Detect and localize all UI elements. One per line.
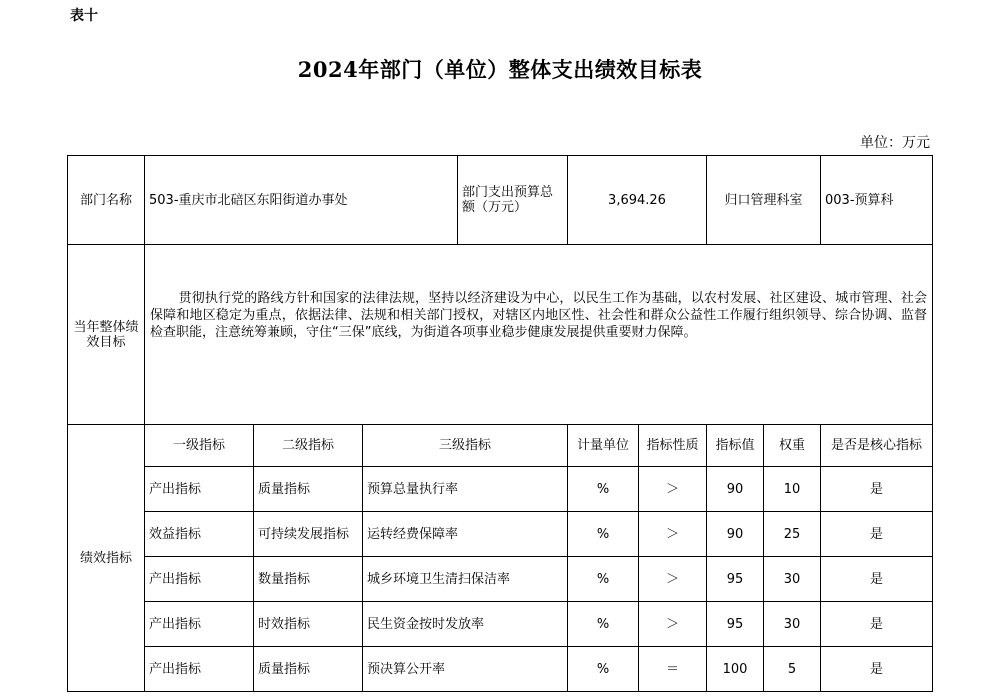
nature-cell: ＞ <box>639 602 707 647</box>
level1-cell: 产出指标 <box>145 647 254 692</box>
performance-target-table <box>67 155 933 692</box>
dept-name-label: 部门名称 <box>68 156 145 245</box>
core-cell: 是 <box>821 467 933 512</box>
weight-cell: 30 <box>764 602 821 647</box>
level3-cell: 运转经费保障率 <box>363 512 568 557</box>
nature-cell: ＞ <box>639 557 707 602</box>
indicators-label: 绩效指标 <box>68 425 145 692</box>
header-level2: 二级指标 <box>254 425 363 467</box>
core-cell: 是 <box>821 602 933 647</box>
level3-cell: 城乡环境卫生清扫保洁率 <box>363 557 568 602</box>
core-cell: 是 <box>821 557 933 602</box>
level2-cell: 时效指标 <box>254 602 363 647</box>
value-cell: 95 <box>707 557 764 602</box>
budget-total-label: 部门支出预算总额（万元） <box>458 156 568 245</box>
core-cell: 是 <box>821 647 933 692</box>
header-nature: 指标性质 <box>639 425 707 467</box>
unit-cell: % <box>568 647 639 692</box>
header-level1: 一级指标 <box>145 425 254 467</box>
unit-label: 单位：万元 <box>860 135 930 151</box>
header-value: 指标值 <box>707 425 764 467</box>
indicator-header-row <box>68 425 933 467</box>
weight-cell: 5 <box>764 647 821 692</box>
unit-cell: % <box>568 557 639 602</box>
goal-label: 当年整体绩效目标 <box>68 245 145 425</box>
level1-cell: 产出指标 <box>145 467 254 512</box>
header-unit: 计量单位 <box>568 425 639 467</box>
dept-name-value: 503-重庆市北碚区东阳街道办事处 <box>145 156 458 245</box>
table-number-label: 表十 <box>70 8 98 24</box>
weight-cell: 25 <box>764 512 821 557</box>
mgmt-office-value: 003-预算科 <box>821 156 933 245</box>
value-cell: 90 <box>707 467 764 512</box>
nature-cell: ＞ <box>639 467 707 512</box>
table-row <box>68 467 933 512</box>
header-weight: 权重 <box>764 425 821 467</box>
nature-cell: ＞ <box>639 512 707 557</box>
goal-row <box>68 245 933 425</box>
page-title: 2024年部门（单位）整体支出绩效目标表 <box>297 57 703 82</box>
level2-cell: 质量指标 <box>254 647 363 692</box>
dept-info-row <box>68 156 933 245</box>
budget-total-value: 3,694.26 <box>568 156 707 245</box>
level1-cell: 效益指标 <box>145 512 254 557</box>
value-cell: 90 <box>707 512 764 557</box>
level1-cell: 产出指标 <box>145 602 254 647</box>
level3-cell: 民生资金按时发放率 <box>363 602 568 647</box>
table-row <box>68 647 933 692</box>
unit-cell: % <box>568 602 639 647</box>
nature-cell: ＝ <box>639 647 707 692</box>
core-cell: 是 <box>821 512 933 557</box>
header-level3: 三级指标 <box>363 425 568 467</box>
table-row <box>68 512 933 557</box>
level2-cell: 可持续发展指标 <box>254 512 363 557</box>
unit-cell: % <box>568 512 639 557</box>
value-cell: 95 <box>707 602 764 647</box>
level3-cell: 预算总量执行率 <box>363 467 568 512</box>
table-row <box>68 602 933 647</box>
unit-cell: % <box>568 467 639 512</box>
value-cell: 100 <box>707 647 764 692</box>
level2-cell: 质量指标 <box>254 467 363 512</box>
level3-cell: 预决算公开率 <box>363 647 568 692</box>
table-row <box>68 557 933 602</box>
level2-cell: 数量指标 <box>254 557 363 602</box>
mgmt-office-label: 归口管理科室 <box>707 156 821 245</box>
header-core: 是否是核心指标 <box>821 425 933 467</box>
goal-text: 贯彻执行党的路线方针和国家的法律法规，坚持以经济建设为中心，以民生工作为基础，以农村发展、社区建设、城市管理、社会保障和地区稳定为重点，依据法律、法规和相关部门授权，对辖区内地区性、社会性和群众公益性工作履行组织领导、综合协调、监督检查职能，注意统筹兼顾，守住“三保”底线，为街道各项事业稳步健康发展提供重要财力保障。 <box>145 245 933 425</box>
weight-cell: 10 <box>764 467 821 512</box>
weight-cell: 30 <box>764 557 821 602</box>
level1-cell: 产出指标 <box>145 557 254 602</box>
